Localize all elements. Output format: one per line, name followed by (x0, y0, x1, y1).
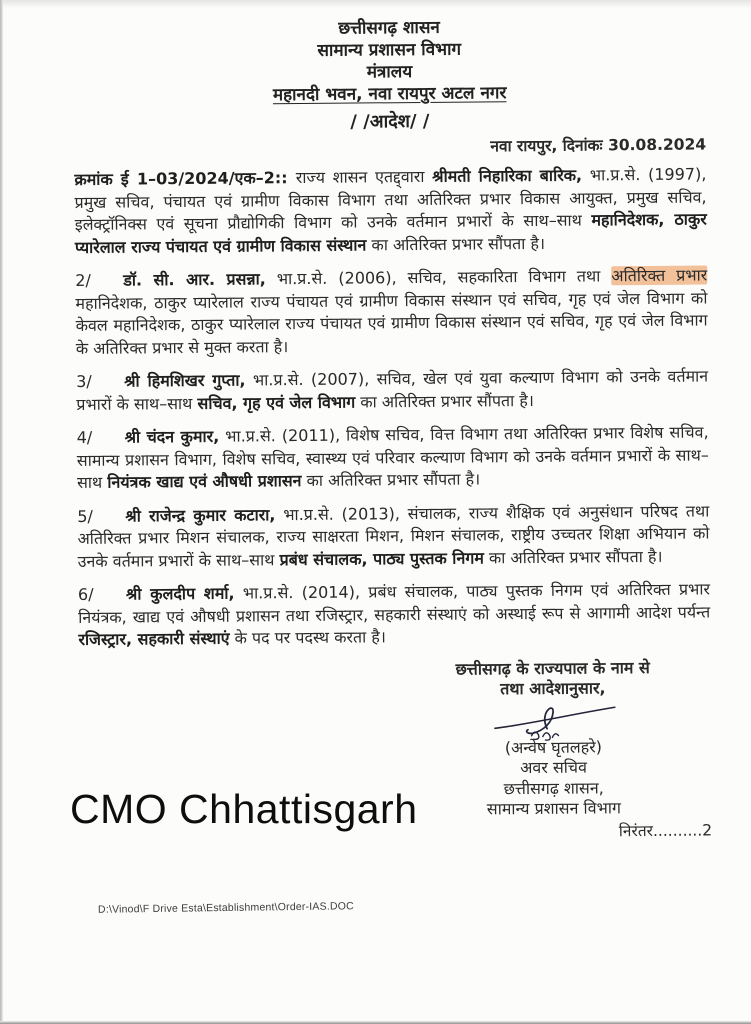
by-order-line: तथा आदेशानुसार, (500, 678, 606, 699)
order-paragraph-4: 4/ श्री चंदन कुमार, भा.प्र.से. (2011), विशेष सचिव, वित्त विभाग तथा अतिरिक्त प्रभार विशेष सचिव, सामान्य प्रशासन विभाग, विशेष सचिव, स्वास्थ्य एवं परिवार कल्याण विभाग को उनके वर्तमान प्रभारों के साथ–साथ नियंत्रक खाद्य एवं औषधी प्रशासन का अतिरिक्त प्रभार सौंपता है। (76, 422, 709, 492)
order-body (74, 163, 710, 651)
letterhead (73, 14, 706, 108)
page-left-edge (0, 0, 3, 1024)
department-name: सामान्य प्रशासन विभाग (317, 39, 462, 61)
order-paragraph-5: 5/ श्री राजेन्द्र कुमार कटारा, भा.प्र.से. (2013), संचालक, राज्य शैक्षिक एवं अनुसंधान परिषद तथा अतिरिक्त प्रभार मिशन संचालक, राज्य साक्षरता मिशन, मिशन संचालक, राष्ट्रीय उच्चतर शिक्षा अभियान को उनके वर्तमान प्रभारों के साथ–साथ प्रबंध संचालक, पाठ्य पुस्तक निगम का अतिरिक्त प्रभार सौंपता है। (77, 500, 710, 571)
order-title: / /आदेश/ / (350, 110, 430, 133)
place-date-line: नवा रायपुर, दिनांकः 30.08.2024 (490, 135, 707, 156)
govt-name: छत्तीसगढ़ शासन (338, 17, 440, 39)
order-paragraph-6: 6/ श्री कुलदीप शर्मा, भा.प्र.से. (2014), प्रबंध संचालक, पाठ्य पुस्तक निगम एवं अतिरिक्त प्रभार नियंत्रक, खाद्य एवं औषधी प्रशासन तथा रजिस्ट्रार, सहकारी संस्थाएं को अस्थाई रूप से आगामी आदेश पर्यन्त रजिस्ट्रार, सहकारी संस्थाएं के पद पर पदस्थ करता है। (77, 579, 711, 649)
ministry-line: मंत्रालय (366, 62, 413, 83)
watermark-text: CMO Chhattisgarh (70, 786, 418, 832)
order-paragraph-2: 2/ डॉ. सी. आर. प्रसन्ना, भा.प्र.से. (2006), सचिव, सहकारिता विभाग तथा अतिरिक्त प्रभार महानिदेशक, ठाकुर प्यारेलाल राज्य पंचायत एवं ग्रामीण विकास संस्थान एवं सचिव, गृह एवं जेल विभाग को केवल महानिदेशक, ठाकुर प्यारेलाल राज्य पंचायत एवं ग्रामीण विकास संस्थान एवं सचिव, गृह एवं जेल विभाग के अतिरिक्त प्रभार से मुक्त करता है। (75, 265, 708, 358)
address-line: महानदी भवन, नवा रायपुर अटल नगर (272, 83, 507, 106)
signature-mark (478, 700, 628, 741)
signature-block (397, 657, 710, 821)
signatory-designation: अवर सचिव (520, 757, 588, 778)
file-path-text: D:\Vinod\F Drive Esta\Establishment\Order-IAS.DOC (97, 900, 354, 916)
signatory-dept: सामान्य प्रशासन विभाग (486, 798, 622, 819)
signatory-org: छत्तीसगढ़ शासन, (503, 777, 604, 798)
continued-line: निरंतर..........2 (618, 820, 713, 840)
signatory-name: (अन्वेष घृतलहरे) (504, 736, 603, 757)
order-paragraph-3: 3/ श्री हिमशिखर गुप्ता, भा.प्र.से. (2007), सचिव, खेल एवं युवा कल्याण विभाग को उनके वर्तमान प्रभारों के साथ–साथ सचिव, गृह एवं जेल विभाग का अतिरिक्त प्रभार सौंपता है। (76, 366, 709, 414)
page-top-edge-shadow (0, 0, 751, 8)
order-paragraph-1: क्रमांक ई 1–03/2024/एक–2:: राज्य शासन एतद्द्वारा श्रीमती निहारिका बारिक, भा.प्र.से. (1997), प्रमुख सचिव, पंचायत एवं ग्रामीण विकास विभाग तथा अतिरिक्त प्रभार विकास आयुक्त, प्रमुख सचिव, इलेक्ट्रॉनिक्स एवं सूचना प्रौद्योगिकी विभाग को उनके वर्तमान प्रभारों के साथ–साथ महानिदेशक, ठाकुर प्यारेलाल राज्य पंचायत एवं ग्रामीण विकास संस्थान का अतिरिक्त प्रभार सौंपता है। (74, 164, 707, 257)
on-behalf-line: छत्तीसगढ़ के राज्यपाल के नाम से (455, 657, 650, 679)
document-content (73, 14, 712, 845)
